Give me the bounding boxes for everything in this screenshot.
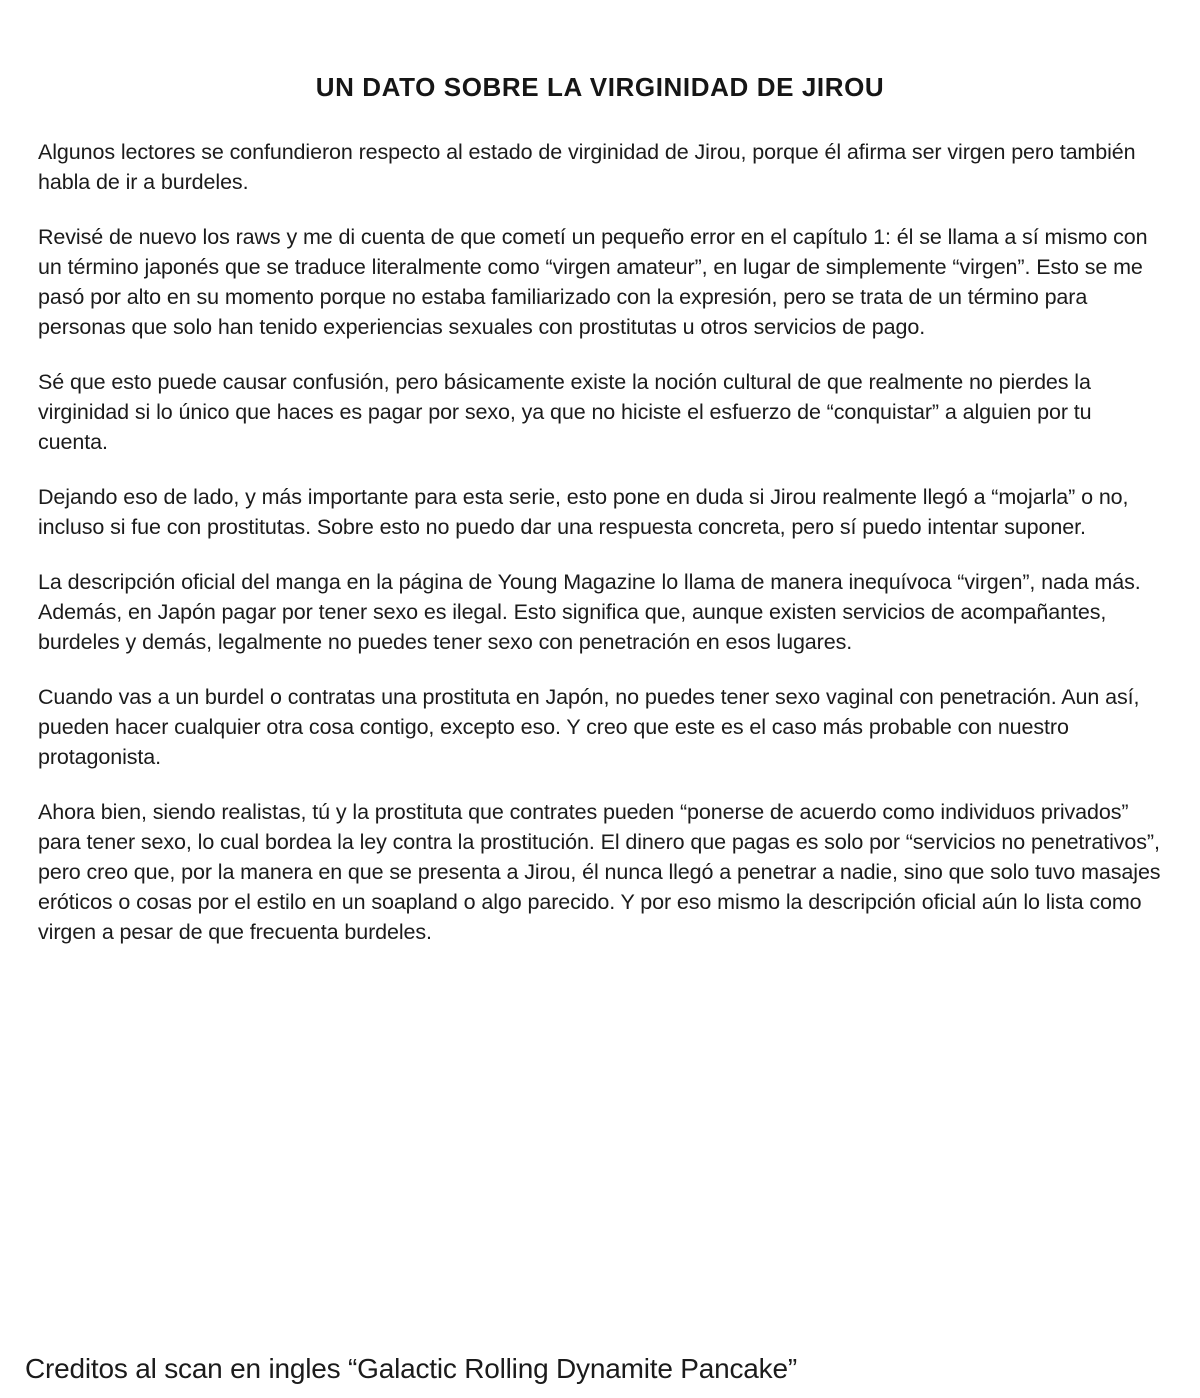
page-title: UN DATO SOBRE LA VIRGINIDAD DE JIROU	[315, 72, 885, 102]
paragraph-readers-confused: Algunos lectores se confundieron respecto al estado de virginidad de Jirou, porque él afirma ser virgen pero también habla de ir a burdeles.	[38, 140, 1136, 194]
document-body	[0, 102, 1200, 947]
paragraph-series-doubt: Dejando eso de lado, y más importante para esta serie, esto pone en duda si Jirou realmente llegó a “mojarla” o no, incluso si fue con prostitutas. Sobre esto no puedo dar una respuesta concreta, pero sí puedo intentar suponer.	[38, 485, 1129, 539]
paragraph-cultural-notion: Sé que esto puede causar confusión, pero básicamente existe la noción cultural de que realmente no pierdes la virginidad si lo único que haces es pagar por sexo, ya que no hiciste el esfuerzo de “conquistar” a alguien por tu cuenta.	[38, 370, 1092, 454]
credits-line: Creditos al scan en ingles “Galactic Rolling Dynamite Pancake”	[25, 1353, 797, 1384]
paragraph-brothel-rules: Cuando vas a un burdel o contratas una prostituta en Japón, no puedes tener sexo vaginal con penetración. Aun así, pueden hacer cualquier otra cosa contigo, excepto eso. Y creo que este es el caso más probable con nuestro protagonista.	[38, 685, 1140, 769]
paragraph-realistic-conclusion: Ahora bien, siendo realistas, tú y la prostituta que contrates pueden “ponerse de acuerdo como individuos privados” para tener sexo, lo cual bordea la ley contra la prostitución. El dinero que pagas es solo por “servicios no penetrativos”, pero creo que, por la manera en que se presenta a Jirou, él nunca llegó a penetrar a nadie, sino que solo tuvo masajes eróticos o cosas por el estilo en un soapland o algo parecido. Y por eso mismo la descripción oficial aún lo lista como virgen a pesar de que frecuenta burdeles.	[38, 800, 1161, 944]
paragraph-official-description: La descripción oficial del manga en la página de Young Magazine lo llama de manera inequívoca “virgen”, nada más. Además, en Japón pagar por tener sexo es ilegal. Esto significa que, aunque existen servicios de acompañantes, burdeles y demás, legalmente no puedes tener sexo con penetración en esos lugares.	[38, 570, 1141, 654]
paragraph-raws-error: Revisé de nuevo los raws y me di cuenta de que cometí un pequeño error en el capítulo 1: él se llama a sí mismo con un término japonés que se traduce literalmente como “virgen amateur”, en lugar de simplemente “virgen”. Esto se me pasó por alto en su momento porque no estaba familiarizado con la expresión, pero se trata de un término para personas que solo han tenido experiencias sexuales con prostitutas u otros servicios de pago.	[38, 225, 1148, 339]
